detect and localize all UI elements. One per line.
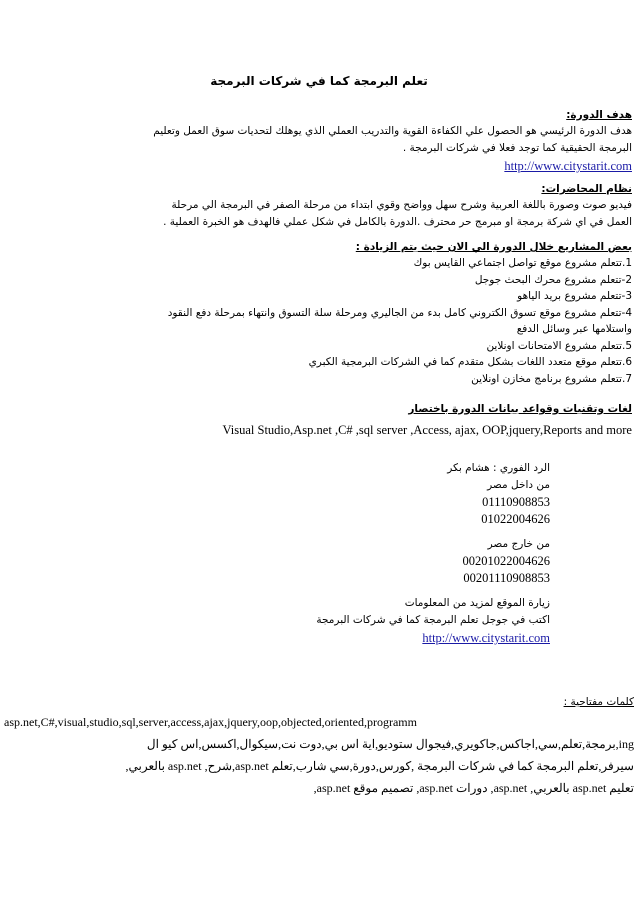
project-item: 4-تتعلم مشروع موقع تسوق الكتروني كامل بدء من الجاليري ومرحلة سلة التسوق وانتهاء بمرحلة دفع النقود [167, 306, 632, 319]
project-item: 1.تتعلم مشروع موقع تواصل اجتماعي القايس بوك [413, 257, 632, 269]
contact-reply: الرد الفوري : هشام بكر [447, 462, 550, 474]
languages-section [6, 402, 632, 439]
document-title: تعلم البرمجة كما في شركات البرمجة [210, 74, 428, 88]
projects-heading: بعض المشاريع خلال الدورة الي الان حيث يتم الزيادة : [355, 241, 632, 253]
projects-section [6, 240, 632, 387]
project-item: 6.تتعلم موقع متعدد اللغات بشكل متقدم كما في الشركات البرمجية الكبري [308, 356, 632, 368]
keywords-line-2: ing,برمجة,تعلم,سي,اجاكس,جاكويري,فيجوال ستوديو,اية اس بي,دوت نت,سيكوال,اكسس,اس كيو ال [146, 737, 634, 751]
lectures-line-2: العمل في اي شركة برمجة او مبرمج حر محترف .الدورة بالكامل في شكل عملي فالهدف هو الخبرة العملية . [163, 216, 632, 228]
languages-heading: لغات وتقنيات وقواعد بيانات الدورة باختصار [408, 403, 632, 415]
contact-visit-text: زيارة الموقع لمزيد من المعلومات [404, 597, 550, 609]
lectures-section [6, 182, 632, 231]
goal-heading: هدف الدورة: [566, 109, 632, 121]
lectures-heading: نظام المحاضرات: [541, 183, 632, 195]
goal-website-link[interactable]: http://www.citystarit.com [504, 159, 632, 173]
project-item: 7.تتعلم مشروع برنامج مخازن اونلاين [471, 372, 632, 385]
contact-outside-label: من خارج مصر [487, 538, 550, 550]
contact-inside-phone: 01022004626 [481, 512, 550, 526]
goal-line-2: البرمجة الحقيقية كما توجد فعلا في شركات البرمجة . [402, 142, 632, 154]
contact-google-text: اكتب في جوجل تعلم البرمجة كما في شركات البرمجة [316, 614, 550, 626]
contact-outside-phone: 00201110908853 [463, 571, 550, 585]
contact-website-link[interactable]: http://www.citystarit.com [422, 631, 550, 645]
keywords-section [4, 694, 634, 799]
keywords-heading: كلمات مفتاحية : [563, 696, 634, 708]
keywords-line-1: asp.net,C#,visual,studio,sql,server,access,ajax,jquery,oop,objected,oriented,programm [4, 715, 417, 729]
project-item: 3-تتعلم مشروع بريد الياهو [517, 290, 632, 302]
goal-line-1: هدف الدورة الرئيسي هو الحصول علي الكفاءة القوية والتدريب العملي الذي يوهلك لتحديات سوق العمل وتعليم [153, 125, 632, 137]
goal-section [6, 108, 632, 175]
lectures-line-1: فيديو صوت وصورة باللغة العربية وشرح سهل وواضح وقوي ابتداء من مرحلة الصفر في البرمجة الي مرحلة [171, 199, 632, 211]
keywords-line-4: تعليم asp.net بالعربي, asp.net, دورات asp.net, تصميم موقع asp.net, [313, 781, 634, 795]
languages-list: Visual Studio,Asp.net ,C# ,sql server ,Access, ajax, OOP,jquery,Reports and more [222, 423, 632, 437]
contact-inside-label: من داخل مصر [487, 479, 550, 491]
keywords-line-3: سيرفر,تعلم البرمجة كما في شركات البرمجة ,كورس,دورة,سي شارب,تعلم asp.net,شرح, asp.net بالعربي, [125, 759, 634, 773]
projects-list [6, 255, 632, 387]
project-item-continuation: واستلامها عبر وسائل الدفع [516, 323, 632, 335]
project-item: 5.تتعلم مشروع الامتحانات اونلاين [486, 339, 632, 352]
project-item: 2-تتعلم مشروع محرك البحث جوجل [474, 273, 632, 286]
contact-section [200, 460, 550, 647]
contact-inside-phone: 01110908853 [482, 495, 550, 509]
contact-outside-phone: 00201022004626 [462, 554, 550, 568]
